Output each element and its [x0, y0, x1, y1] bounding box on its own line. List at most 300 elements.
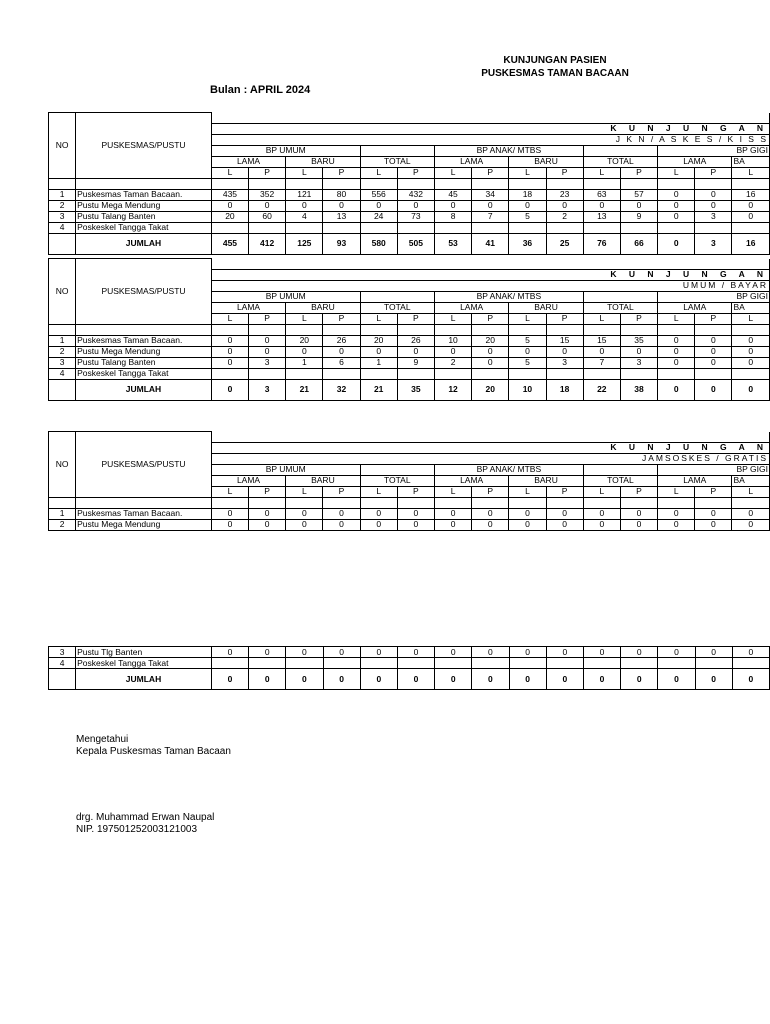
- row-value: 13: [323, 211, 360, 222]
- l-header: L: [211, 486, 248, 497]
- p-header: P: [249, 486, 286, 497]
- row-value: 0: [249, 519, 286, 530]
- jumlah-value: 66: [620, 233, 657, 254]
- row-value: 10: [434, 335, 471, 346]
- row-value: [509, 658, 546, 669]
- p-header: P: [472, 167, 509, 178]
- row-no: 3: [49, 647, 76, 658]
- empty-cell: [360, 178, 397, 189]
- row-value: 15: [546, 335, 583, 346]
- row-value: 0: [397, 519, 434, 530]
- row-value: 0: [732, 519, 770, 530]
- row-value: 0: [620, 346, 657, 357]
- row-name: Pustu Tlg Banten: [76, 647, 212, 658]
- p-header: P: [397, 486, 434, 497]
- jumlah-value: 0: [211, 379, 248, 400]
- row-value: 556: [360, 189, 397, 200]
- row-value: 0: [732, 211, 770, 222]
- jumlah-value: 0: [583, 669, 620, 690]
- p-header: P: [620, 167, 657, 178]
- p-header: P: [546, 313, 583, 324]
- empty-cell: [583, 178, 620, 189]
- row-value: 0: [360, 200, 397, 211]
- bp-gigi-header: BP GIGI: [658, 145, 770, 156]
- row-value: 0: [695, 647, 732, 658]
- row-value: 73: [397, 211, 434, 222]
- l-header: L: [583, 486, 620, 497]
- top-blank: [211, 432, 769, 443]
- blank-cell: [583, 145, 657, 156]
- row-value: 0: [695, 200, 732, 211]
- row-value: 0: [286, 200, 323, 211]
- row-value: [583, 658, 620, 669]
- table-row: [49, 519, 770, 530]
- p-header: P: [397, 167, 434, 178]
- row-no: 2: [49, 346, 76, 357]
- row-no: 2: [49, 519, 76, 530]
- empty-cell: [472, 324, 509, 335]
- lama-header: LAMA: [211, 156, 285, 167]
- row-value: 2: [434, 357, 471, 368]
- row-value: 3: [620, 357, 657, 368]
- jumlah-value: 20: [472, 379, 509, 400]
- empty-cell: [76, 324, 212, 335]
- table-row: [49, 346, 770, 357]
- row-value: 0: [732, 200, 770, 211]
- p-header: P: [397, 313, 434, 324]
- row-value: 0: [695, 357, 732, 368]
- l-header: L: [286, 486, 323, 497]
- jumlah-value: 21: [286, 379, 323, 400]
- jumlah-value: 41: [472, 233, 509, 254]
- empty-cell: [360, 324, 397, 335]
- empty-cell: [472, 178, 509, 189]
- jumlah-value: 22: [583, 379, 620, 400]
- row-value: 0: [286, 519, 323, 530]
- puskesmas-header: PUSKESMAS/PUSTU: [76, 259, 212, 325]
- row-no: 4: [49, 368, 76, 379]
- empty-cell: [397, 324, 434, 335]
- jumlah-value: 0: [472, 669, 509, 690]
- kategori-header: UMUM / BAYAR: [211, 280, 769, 291]
- row-value: 45: [434, 189, 471, 200]
- bp-anak-header: BP ANAK/ MTBS: [434, 464, 583, 475]
- row-value: [695, 658, 732, 669]
- row-value: 432: [397, 189, 434, 200]
- l-header: L: [360, 167, 397, 178]
- row-value: 0: [658, 335, 695, 346]
- row-value: 0: [249, 508, 286, 519]
- kunjungan-header: K U N J U N G A N: [211, 123, 769, 134]
- row-value: 0: [472, 200, 509, 211]
- report-month: Bulan : APRIL 2024: [210, 84, 311, 96]
- p-header: P: [695, 313, 732, 324]
- footer-nip: NIP. 197501252003121003: [76, 824, 198, 835]
- row-value: [472, 658, 509, 669]
- row-value: 0: [546, 647, 583, 658]
- row-value: 20: [472, 335, 509, 346]
- empty-cell: [658, 178, 695, 189]
- row-no: 3: [49, 357, 76, 368]
- row-value: 8: [434, 211, 471, 222]
- row-value: [658, 222, 695, 233]
- row-value: 0: [211, 346, 248, 357]
- top-blank: [211, 113, 769, 124]
- lama-header: LAMA: [434, 156, 508, 167]
- total-header: TOTAL: [583, 302, 657, 313]
- row-value: 57: [620, 189, 657, 200]
- top-blank: [211, 259, 769, 270]
- l-header: L: [434, 313, 471, 324]
- empty-cell: [323, 497, 360, 508]
- report-title: KUNJUNGAN PASIEN: [503, 55, 607, 66]
- row-value: 0: [695, 519, 732, 530]
- row-value: 0: [732, 647, 769, 658]
- row-value: 121: [286, 189, 323, 200]
- kunjungan-header: K U N J U N G A N: [211, 269, 769, 280]
- row-no: 4: [49, 658, 76, 669]
- row-no: 2: [49, 200, 76, 211]
- p-header: P: [249, 313, 286, 324]
- row-value: 0: [323, 346, 360, 357]
- row-name: Puskesmas Taman Bacaan.: [76, 189, 212, 200]
- kategori-header: JAMSOSKES / GRATIS: [211, 453, 769, 464]
- row-value: 1: [286, 357, 323, 368]
- p-header: P: [249, 167, 286, 178]
- jumlah-value: 53: [434, 233, 471, 254]
- bp-umum-header: BP UMUM: [211, 291, 360, 302]
- row-name: Pustu Talang Banten: [76, 357, 212, 368]
- row-no: 1: [49, 508, 76, 519]
- p-header: P: [472, 486, 509, 497]
- row-value: 16: [732, 189, 770, 200]
- blank-cell: [360, 291, 434, 302]
- jumlah-value: 0: [211, 669, 248, 690]
- row-value: 0: [472, 357, 509, 368]
- row-value: 0: [249, 647, 286, 658]
- baru-header: BARU: [509, 156, 583, 167]
- row-value: 435: [211, 189, 248, 200]
- row-value: 0: [323, 647, 360, 658]
- row-no: [49, 669, 76, 690]
- jumlah-value: 36: [509, 233, 546, 254]
- row-value: 3: [695, 211, 732, 222]
- p-header: P: [620, 486, 657, 497]
- row-value: 0: [620, 508, 657, 519]
- row-value: [620, 222, 657, 233]
- baru-header: BARU: [286, 156, 360, 167]
- row-value: 0: [397, 200, 434, 211]
- row-value: [546, 368, 583, 379]
- baru-header: BARU: [509, 475, 583, 486]
- row-value: 0: [472, 346, 509, 357]
- jumlah-label: JUMLAH: [76, 379, 212, 400]
- no-header: NO: [49, 432, 76, 498]
- jumlah-value: 0: [658, 379, 695, 400]
- row-value: 80: [323, 189, 360, 200]
- bp-umum-header: BP UMUM: [211, 145, 360, 156]
- jumlah-value: 18: [546, 379, 583, 400]
- row-value: 0: [695, 335, 732, 346]
- table-row: [49, 658, 770, 669]
- table-row: [49, 335, 770, 346]
- total-header: TOTAL: [360, 302, 434, 313]
- empty-cell: [583, 497, 620, 508]
- row-value: [249, 368, 286, 379]
- row-value: 0: [658, 519, 695, 530]
- row-value: [435, 658, 472, 669]
- empty-cell: [434, 324, 471, 335]
- row-value: [732, 368, 770, 379]
- row-value: [472, 222, 509, 233]
- jumlah-value: 0: [658, 669, 695, 690]
- jumlah-value: 0: [695, 379, 732, 400]
- row-value: [583, 222, 620, 233]
- l-header: L: [434, 486, 471, 497]
- empty-cell: [620, 497, 657, 508]
- lama-header: LAMA: [658, 475, 732, 486]
- row-value: 0: [583, 647, 620, 658]
- jumlah-label: JUMLAH: [76, 669, 212, 690]
- empty-cell: [509, 324, 546, 335]
- empty-cell: [434, 178, 471, 189]
- row-value: 0: [360, 647, 397, 658]
- row-value: 15: [583, 335, 620, 346]
- jumlah-value: 3: [249, 379, 286, 400]
- row-value: 0: [360, 346, 397, 357]
- empty-cell: [546, 497, 583, 508]
- row-value: 5: [509, 335, 546, 346]
- empty-cell: [211, 497, 248, 508]
- row-value: [472, 368, 509, 379]
- empty-cell: [49, 324, 76, 335]
- l-header: L: [732, 486, 770, 497]
- jumlah-value: 0: [732, 669, 769, 690]
- row-value: 0: [211, 335, 248, 346]
- row-value: 2: [546, 211, 583, 222]
- p-header: P: [546, 167, 583, 178]
- row-value: 0: [434, 346, 471, 357]
- row-value: 0: [583, 508, 620, 519]
- row-value: 0: [323, 508, 360, 519]
- table-row: [49, 647, 770, 658]
- row-value: 0: [546, 519, 583, 530]
- row-value: 9: [620, 211, 657, 222]
- row-value: 0: [472, 519, 509, 530]
- row-value: 26: [397, 335, 434, 346]
- empty-cell: [397, 178, 434, 189]
- row-value: 0: [732, 346, 770, 357]
- row-no: 1: [49, 335, 76, 346]
- row-value: [509, 368, 546, 379]
- table-row: [49, 200, 770, 211]
- jumlah-value: 0: [695, 669, 732, 690]
- row-value: 7: [583, 357, 620, 368]
- empty-cell: [695, 324, 732, 335]
- row-value: [211, 368, 248, 379]
- row-value: 0: [509, 519, 546, 530]
- row-value: [695, 222, 732, 233]
- row-value: [323, 658, 360, 669]
- no-header: NO: [49, 259, 76, 325]
- jumlah-value: 412: [249, 233, 286, 254]
- blank-cell: [360, 145, 434, 156]
- row-value: 0: [323, 200, 360, 211]
- row-value: 20: [360, 335, 397, 346]
- row-value: 0: [621, 647, 658, 658]
- l-header: L: [583, 167, 620, 178]
- row-name: Poskeskel Tangga Takat: [76, 368, 212, 379]
- total-header: TOTAL: [583, 475, 657, 486]
- row-value: [732, 658, 769, 669]
- l-header: L: [286, 313, 323, 324]
- row-value: [360, 368, 397, 379]
- row-value: [360, 658, 397, 669]
- row-value: 0: [472, 508, 509, 519]
- empty-cell: [695, 497, 732, 508]
- jumlah-value: 0: [323, 669, 360, 690]
- footer-nama: drg. Muhammad Erwan Naupal: [76, 812, 215, 823]
- empty-cell: [249, 324, 286, 335]
- row-value: 0: [211, 508, 248, 519]
- table-jamsoskes-continued: [48, 646, 754, 690]
- table-jamsoskes: [48, 431, 768, 531]
- table-row: [49, 211, 770, 222]
- jumlah-value: 16: [732, 233, 770, 254]
- row-no: 4: [49, 222, 76, 233]
- l-header: L: [509, 313, 546, 324]
- row-value: 0: [434, 200, 471, 211]
- empty-cell: [732, 178, 770, 189]
- row-value: 60: [249, 211, 286, 222]
- row-value: [397, 368, 434, 379]
- row-value: 0: [583, 519, 620, 530]
- row-value: 0: [286, 647, 323, 658]
- total-header: TOTAL: [360, 475, 434, 486]
- row-value: 0: [286, 508, 323, 519]
- puskesmas-header: PUSKESMAS/PUSTU: [76, 113, 212, 179]
- l-header: L: [658, 313, 695, 324]
- lama-header: LAMA: [434, 302, 508, 313]
- jumlah-value: 38: [620, 379, 657, 400]
- row-value: 0: [360, 519, 397, 530]
- empty-cell: [695, 178, 732, 189]
- row-value: 0: [211, 519, 248, 530]
- empty-cell: [658, 497, 695, 508]
- p-header: P: [323, 486, 360, 497]
- row-no: 1: [49, 189, 76, 200]
- empty-cell: [286, 324, 323, 335]
- row-value: 0: [434, 508, 471, 519]
- row-value: 3: [249, 357, 286, 368]
- no-header: NO: [49, 113, 76, 179]
- bar-header: BA: [732, 156, 770, 167]
- report-subtitle: PUSKESMAS TAMAN BACAAN: [481, 68, 629, 79]
- row-value: 18: [509, 189, 546, 200]
- row-value: 7: [472, 211, 509, 222]
- row-value: 0: [658, 647, 695, 658]
- row-value: [546, 222, 583, 233]
- row-value: 34: [472, 189, 509, 200]
- row-value: [397, 658, 434, 669]
- empty-cell: [323, 324, 360, 335]
- row-name: Poskeskel Tangga Takat: [76, 658, 212, 669]
- empty-cell: [76, 178, 212, 189]
- p-header: P: [620, 313, 657, 324]
- empty-cell: [472, 497, 509, 508]
- lama-header: LAMA: [211, 302, 285, 313]
- row-value: 0: [397, 647, 434, 658]
- jumlah-value: 0: [249, 669, 286, 690]
- row-value: 0: [509, 508, 546, 519]
- empty-cell: [249, 497, 286, 508]
- row-value: 0: [695, 508, 732, 519]
- l-header: L: [583, 313, 620, 324]
- l-header: L: [360, 313, 397, 324]
- footer-jabatan: Kepala Puskesmas Taman Bacaan: [76, 746, 231, 757]
- row-value: 0: [397, 508, 434, 519]
- bp-gigi-header: BP GIGI: [658, 291, 770, 302]
- table-row: [49, 189, 770, 200]
- row-value: 352: [249, 189, 286, 200]
- row-value: 0: [732, 508, 770, 519]
- row-name: Puskesmas Taman Bacaan.: [76, 335, 212, 346]
- row-name: Pustu Mega Mendung: [76, 200, 212, 211]
- jumlah-value: 125: [286, 233, 323, 254]
- row-value: [286, 658, 323, 669]
- row-value: 0: [620, 519, 657, 530]
- jumlah-value: 0: [732, 379, 770, 400]
- kategori-header: J K N / A S K E S / K I S S: [211, 134, 769, 145]
- blank-cell: [360, 464, 434, 475]
- l-header: L: [509, 167, 546, 178]
- row-value: 13: [583, 211, 620, 222]
- jumlah-value: 35: [397, 379, 434, 400]
- row-value: 0: [211, 647, 248, 658]
- table-row: [49, 508, 770, 519]
- jumlah-value: 10: [509, 379, 546, 400]
- p-header: P: [695, 167, 732, 178]
- l-header: L: [509, 486, 546, 497]
- row-value: 0: [695, 346, 732, 357]
- bar-header: BA: [732, 475, 770, 486]
- row-value: 0: [658, 211, 695, 222]
- table-row: [49, 357, 770, 368]
- empty-cell: [583, 324, 620, 335]
- row-name: Pustu Mega Mendung: [76, 519, 212, 530]
- row-value: 9: [397, 357, 434, 368]
- l-header: L: [360, 486, 397, 497]
- table-row: [49, 368, 770, 379]
- row-value: 1: [360, 357, 397, 368]
- row-value: [695, 368, 732, 379]
- row-value: 35: [620, 335, 657, 346]
- l-header: L: [211, 167, 248, 178]
- p-header: P: [323, 313, 360, 324]
- jumlah-value: 76: [583, 233, 620, 254]
- p-header: P: [695, 486, 732, 497]
- row-value: [323, 222, 360, 233]
- baru-header: BARU: [509, 302, 583, 313]
- l-header: L: [732, 313, 770, 324]
- puskesmas-header: PUSKESMAS/PUSTU: [76, 432, 212, 498]
- empty-cell: [286, 497, 323, 508]
- table-jkn: [48, 112, 768, 255]
- row-value: 5: [509, 211, 546, 222]
- row-value: 0: [583, 200, 620, 211]
- row-value: 3: [546, 357, 583, 368]
- blank-cell: [583, 291, 657, 302]
